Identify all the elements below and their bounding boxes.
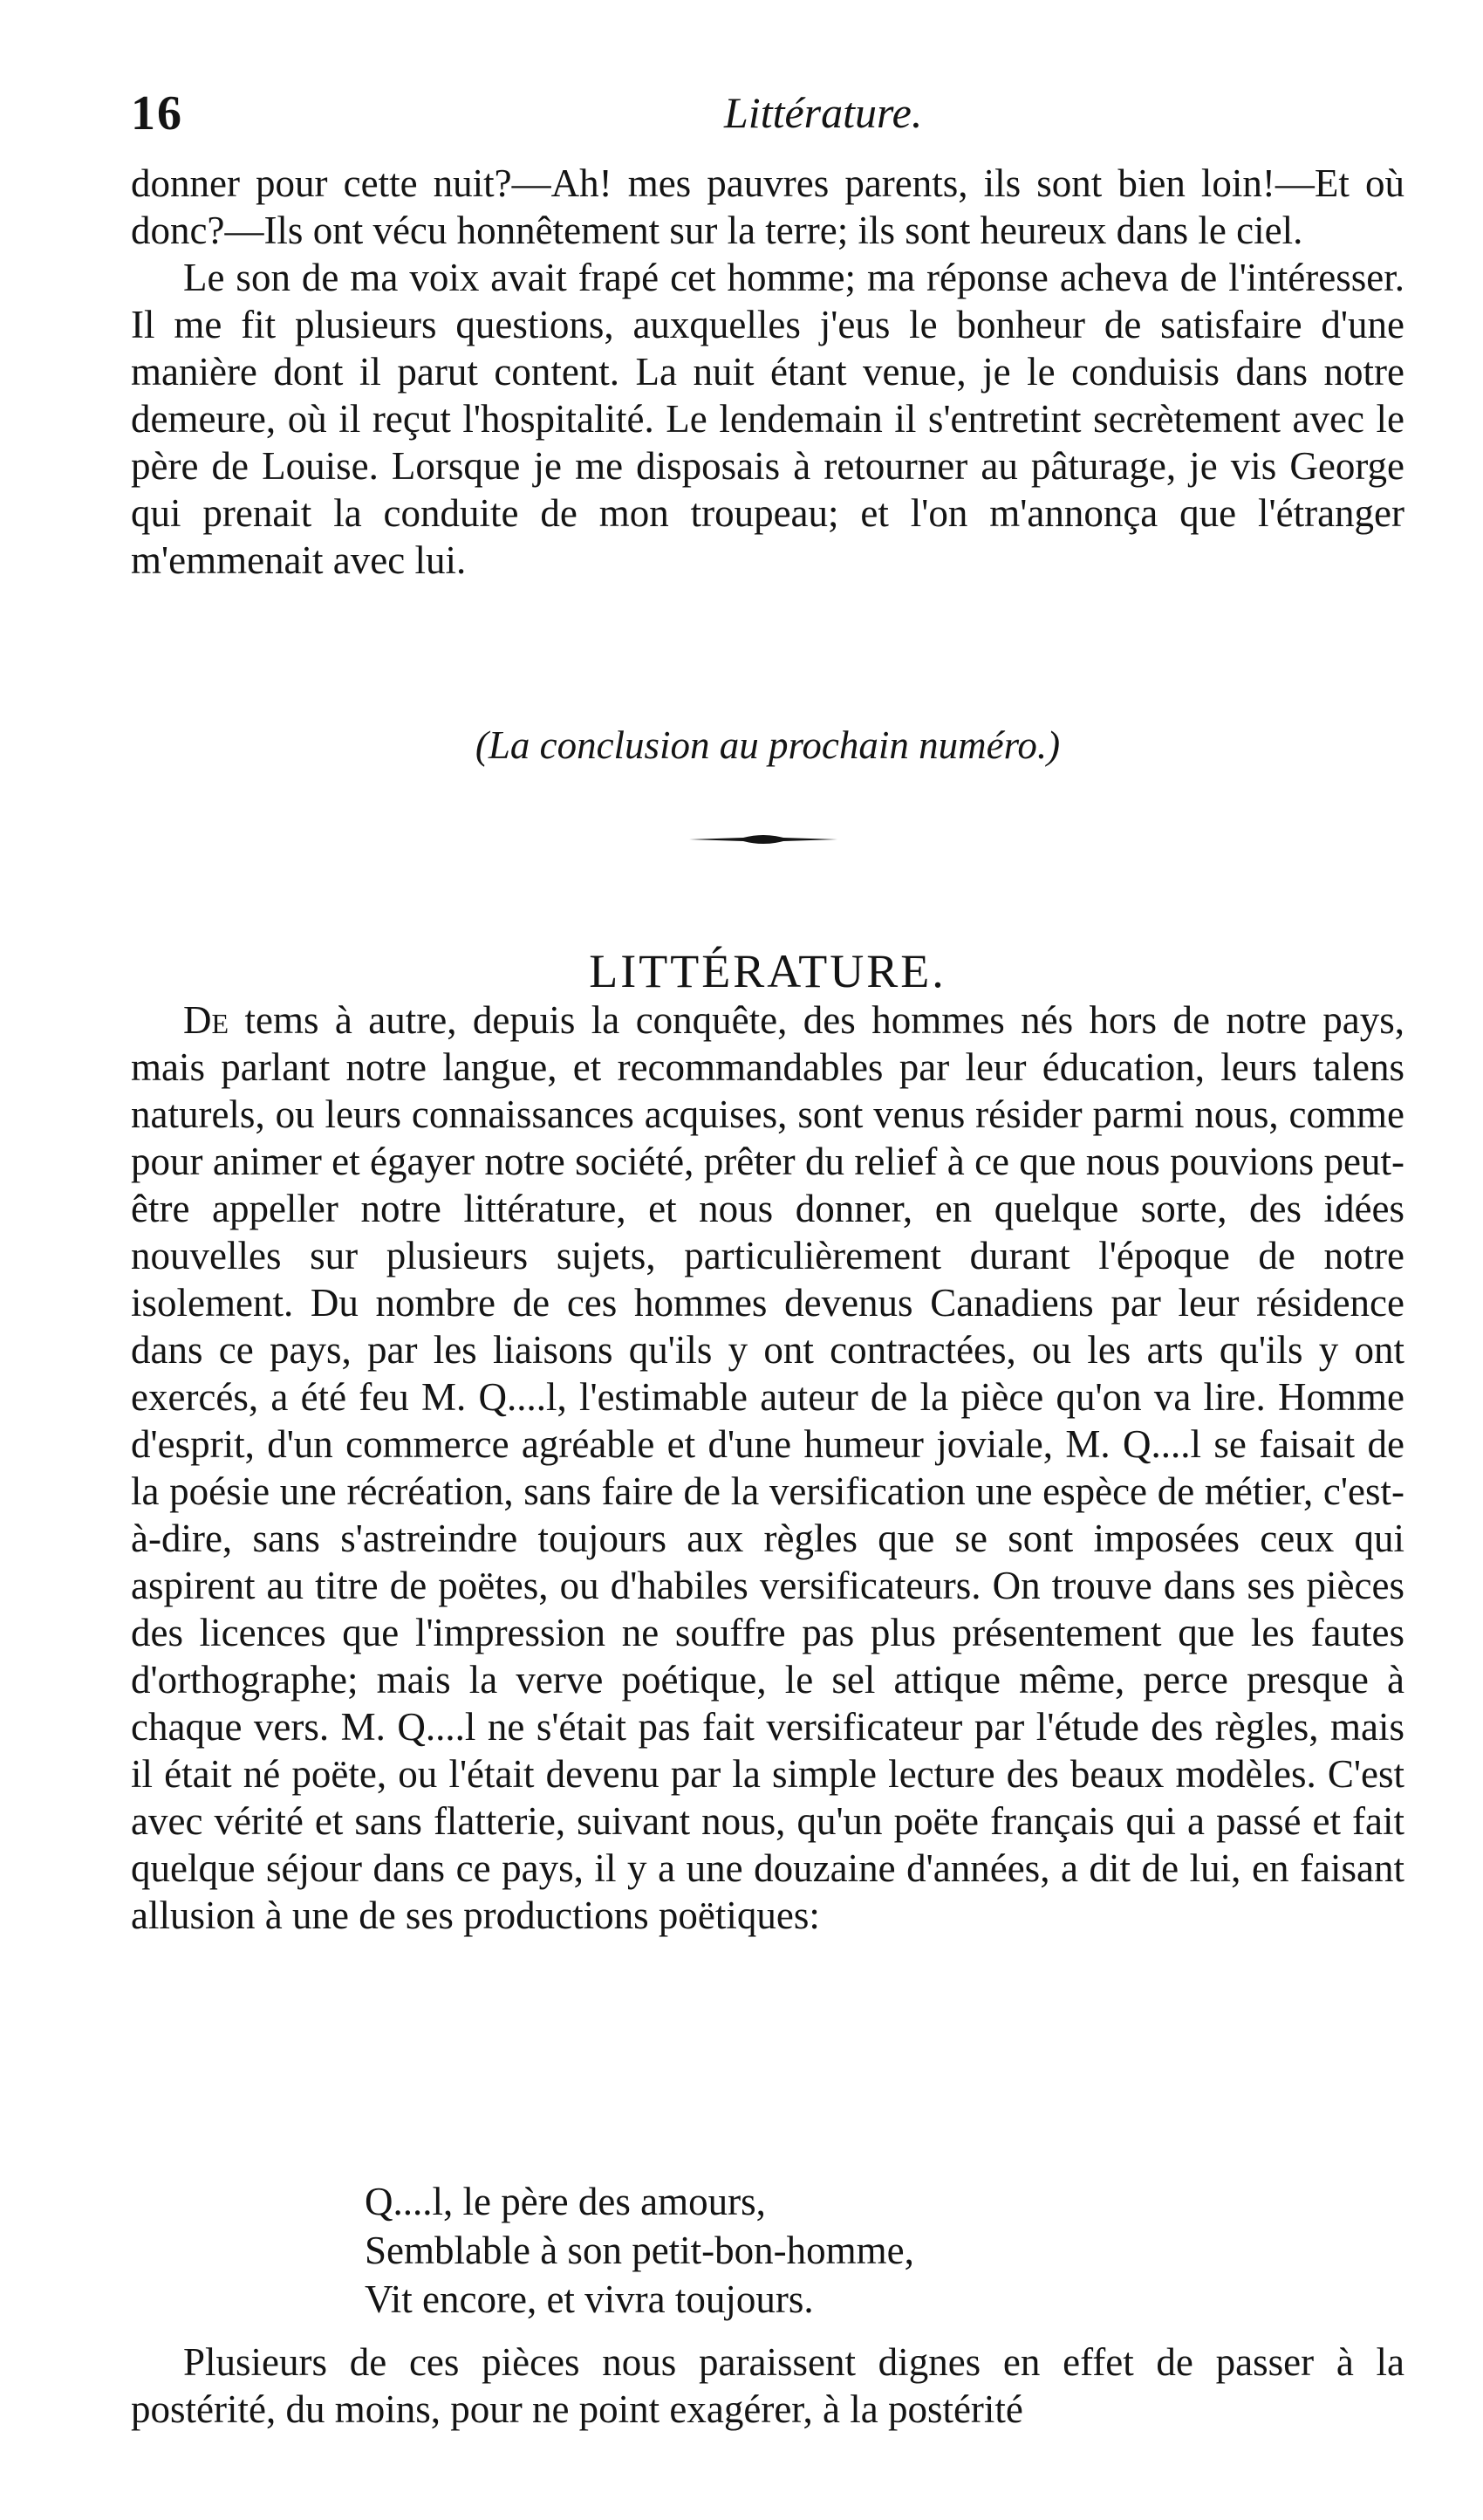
section-paragraph-1 [131,996,1404,1939]
main-text [131,996,1404,1939]
closing-text [131,2339,1404,2433]
section-heading: LITTÉRATURE. [589,944,947,997]
continuation-paragraph-1: donner pour cette nuit?—Ah! mes pauvres parents, ils sont bien loin!—Et où donc?—Ils ont vécu honnêtement sur la terre; ils sont heureux dans le ciel. [131,161,1404,252]
running-head [131,86,1404,147]
initial-word: De [183,998,229,1042]
verse-line: Semblable à son petit-bon-homme, [365,2229,914,2272]
continuation-paragraph-2: Le son de ma voix avait frapé cet homme; ma réponse acheva de l'intéresser. Il me fit plusieurs questions, auxquelles j'eus le bonheur de satisfaire d'une manière dont il parut content. La nuit étant venue, je le conduisis dans notre demeure, où il reçut l'hospitalité. Le lendemain il s'entretint secrètement avec le père de Louise. Lorsque je me disposais à retourner au pâturage, je vis George qui prenait la conduite de mon troupeau; et l'on m'annonça que l'étranger m'emmenait avec lui. [131,256,1404,582]
section-divider-ornament [689,831,837,848]
section-paragraph-2: Plusieurs de ces pièces nous paraissent dignes en effet de passer à la postérité, du moins, pour ne point exagérer, à la postérité [131,2340,1404,2431]
verse-line: Vit encore, et vivra toujours. [365,2277,814,2321]
page-number: 16 [131,86,183,140]
verse-line: Q....l, le père des amours, [365,2180,766,2223]
running-title: Littérature. [724,88,923,137]
continuation-text [131,160,1404,584]
continuation-note: (La conclusion au prochain numéro.) [475,723,1061,767]
section-paragraph-1-text: tems à autre, depuis la conquête, des hommes nés hors de notre pays, mais parlant notre langue, et recommandables par leur éducation, leurs talens naturels, ou leurs connaissances acquises, sont venus résider parmi nous, comme pour animer et égayer notre société, prêter du relief à ce que nous pouvions peut-être appeller notre littérature, et nous donner, en quelque sorte, des idées nouvelles sur plusieurs sujets, particulièrement durant l'époque de notre isolement. Du nombre de ces hommes devenus Canadiens par leur résidence dans ce pays, par les liaisons qu'ils y ont contractées, ou les arts qu'ils y ont exercés, a été feu M. Q....l, l'estimable auteur de la pièce qu'on va lire. Homme d'esprit, d'un commerce agréable et d'une humeur joviale, M. Q....l se faisait de la poésie une récréation, sans faire de la versification une espèce de métier, c'est-à-dire, sans s'astreindre toujours aux règles que se sont imposées ceux qui aspirent au titre de poëtes, ou d'habiles versificateurs. On trouve dans ses pièces des licences que l'impression ne souffre pas plus présentement que les fautes d'orthographe; mais la verve poétique, le sel attique même, perce presque à chaque vers. M. Q....l ne s'était pas fait versificateur par l'étude des règles, mais il était né poëte, ou l'était devenu par la simple lecture des beaux modèles. C'est avec vérité et sans flatterie, suivant nous, qu'un poëte français qui a passé et fait quelque séjour dans ce pays, il y a une douzaine d'années, a dit de lui, en faisant allusion à une de ses productions poëtiques: [131,998,1404,1937]
verse-quotation [365,2177,1324,2324]
